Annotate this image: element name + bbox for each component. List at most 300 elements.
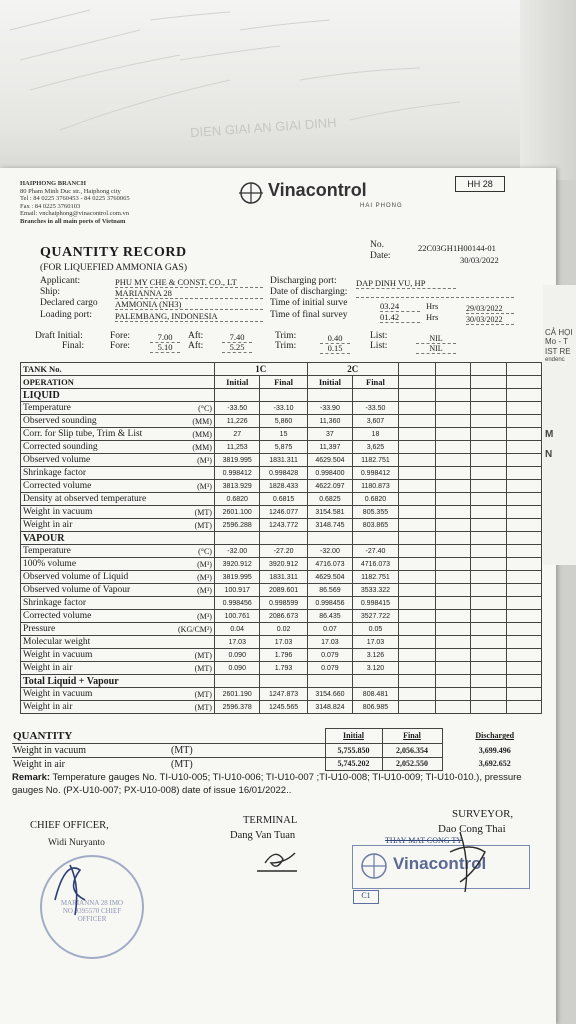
row-unit: (M³) [165, 610, 215, 623]
empty-cell [435, 649, 470, 662]
final-fore-value: 5.10 [150, 342, 180, 353]
quantity-initial-header: Initial [325, 729, 382, 744]
cell-value: 0.998456 [214, 597, 260, 610]
row-label: Corrected volume [21, 480, 165, 493]
tank-no-header: TANK No. [21, 363, 165, 376]
aft-label: Aft: [188, 331, 204, 341]
empty-cell [435, 402, 470, 415]
date-value: 30/03/2022 [460, 255, 499, 265]
vinacontrol-logo-text: Vinacontrol [268, 180, 367, 200]
cell-value: 2601.100 [214, 506, 260, 519]
empty-cell [398, 662, 435, 675]
empty-cell [214, 389, 260, 402]
bleed-through-text: DIEN GIAI AN GIAI DINH [189, 114, 337, 141]
cell-value: 17.03 [214, 636, 260, 649]
empty-cell [435, 610, 470, 623]
cell-value: 2601.190 [214, 688, 260, 701]
date-label: Date: [370, 251, 391, 261]
cell-value: 805.355 [353, 506, 399, 519]
cell-value: 0.998412 [214, 467, 260, 480]
cell-value: 3148.824 [307, 701, 353, 714]
cell-value: 3,607 [353, 415, 399, 428]
strip-text: N [545, 449, 553, 460]
cell-value: 17.03 [353, 636, 399, 649]
row-label: Weight in vacuum [21, 506, 165, 519]
cell-value: 0.998428 [260, 467, 307, 480]
empty-cell [471, 441, 506, 454]
cell-value: 1243.772 [260, 519, 307, 532]
cell-value: 808.481 [353, 688, 399, 701]
row-unit: (°C) [165, 402, 215, 415]
table-row [21, 610, 542, 623]
quantity-value: 5,745.202 [325, 757, 382, 771]
row-unit [165, 467, 215, 480]
empty-cell [435, 545, 470, 558]
cell-value: 4716.073 [353, 558, 399, 571]
draft-initial-label: Draft Initial: [35, 331, 83, 341]
row-label: Corr. for Slip tube, Trim & List [21, 428, 165, 441]
cell-value: 1247.873 [260, 688, 307, 701]
table-row [21, 519, 542, 532]
ship-value: MARIANNA 28 [115, 288, 263, 299]
empty-cell [398, 415, 435, 428]
final-header: Final [260, 376, 307, 389]
branch-name: HAIPHONG BRANCH [20, 180, 86, 187]
empty-cell [435, 623, 470, 636]
empty-cell [435, 454, 470, 467]
empty-cell [506, 688, 541, 701]
empty-cell [471, 389, 506, 402]
trim-label: Trim: [275, 331, 297, 341]
empty-cell [353, 389, 399, 402]
row-unit: (M³) [165, 558, 215, 571]
cell-value: 2596.378 [214, 701, 260, 714]
empty-cell [353, 532, 399, 545]
cell-value: 11,226 [214, 415, 260, 428]
empty-cell [398, 389, 435, 402]
table-row [21, 454, 542, 467]
page-curl [520, 0, 576, 180]
initial-fore-value: 7.00 [150, 332, 180, 343]
row-label: Shrinkage factor [21, 467, 165, 480]
cell-value: 3819.995 [214, 454, 260, 467]
table-row [21, 584, 542, 597]
cell-value: 11,360 [307, 415, 353, 428]
chief-officer-title: CHIEF OFFICER, [30, 820, 109, 831]
empty-cell [435, 558, 470, 571]
empty-cell [506, 597, 541, 610]
tel-line: Tel : 84 0225 3760453 - 84 0225 3760065 [20, 195, 130, 202]
initial-header: Initial [307, 376, 353, 389]
empty-cell [471, 454, 506, 467]
empty-cell [398, 623, 435, 636]
table-row [21, 571, 542, 584]
applicant-value: PHU MY CHE & CONST. CO., LT [115, 277, 263, 288]
row-unit [165, 493, 215, 506]
surveyor-name: Dao Cong Thai [438, 823, 506, 835]
tank-table [20, 362, 542, 714]
stamp-logo-text: Vinacontrol [393, 854, 487, 873]
table-row [21, 649, 542, 662]
cell-value: 5,860 [260, 415, 307, 428]
empty-cell [506, 467, 541, 480]
cell-value: 0.6815 [260, 493, 307, 506]
page-subtitle: (FOR LIQUEFIED AMMONIA GAS) [40, 263, 187, 273]
empty-cell [506, 402, 541, 415]
quantity-row-label: Weight in vacuum [12, 743, 170, 757]
cell-value: -33.50 [353, 402, 399, 415]
row-label: Corrected sounding [21, 441, 165, 454]
empty-cell [398, 688, 435, 701]
row-unit [165, 597, 215, 610]
row-unit: (KG/CM²) [165, 623, 215, 636]
cell-value: 15 [260, 428, 307, 441]
empty-cell [398, 402, 435, 415]
surveyor-title: SURVEYOR, [452, 808, 514, 820]
cell-value: 3533.322 [353, 584, 399, 597]
empty-cell [398, 701, 435, 714]
spacer [165, 389, 215, 402]
draft-final-label: Final: [62, 341, 85, 351]
quantity-row-unit: (MT) [170, 743, 325, 757]
cell-value: 3154.660 [307, 688, 353, 701]
initial-trim-value: 0.40 [320, 333, 350, 344]
cell-value: 1245.565 [260, 701, 307, 714]
page-title: QUANTITY RECORD [40, 245, 187, 260]
empty-cell [398, 467, 435, 480]
operation-header: OPERATION [21, 376, 165, 389]
row-label: Observed volume [21, 454, 165, 467]
empty-cell [435, 636, 470, 649]
empty-cell [398, 558, 435, 571]
cell-value: 3,625 [353, 441, 399, 454]
row-unit: (MM) [165, 441, 215, 454]
empty-cell [506, 571, 541, 584]
table-row [21, 623, 542, 636]
cell-value: 17.03 [260, 636, 307, 649]
empty-cell [307, 532, 353, 545]
cell-value: 3.120 [353, 662, 399, 675]
cell-value: 806.985 [353, 701, 399, 714]
final-survey-time: 01.42 [380, 312, 420, 323]
chief-officer-signature [40, 855, 110, 915]
cell-value: 1831.311 [260, 571, 307, 584]
email-line: Email: vnchaiphong@vinacontrol.com.vn [20, 210, 130, 217]
tank-1c-header: 1C [214, 363, 307, 376]
empty-cell [471, 428, 506, 441]
applicant-label: Applicant: [40, 276, 81, 286]
cell-value: 3813.929 [214, 480, 260, 493]
row-label: Temperature [21, 545, 165, 558]
tank-2c-header: 2C [307, 363, 398, 376]
empty-cell [471, 415, 506, 428]
empty-cell [398, 441, 435, 454]
table-row [21, 597, 542, 610]
cell-value: 0.079 [307, 649, 353, 662]
empty-cell [471, 480, 506, 493]
cell-value: 0.02 [260, 623, 307, 636]
table-row [21, 545, 542, 558]
strip-text: M [545, 429, 554, 440]
cargo-label: Declared cargo [40, 298, 98, 308]
fax-line: Fax : 84 0225 3760103 [20, 202, 81, 210]
adjacent-page-strip [543, 285, 576, 565]
row-unit: (M³) [165, 571, 215, 584]
ship-stamp-text: MARIANNA 28 IMO NO 9395570 CHIEF OFFICER [60, 899, 124, 923]
cell-value: 0.6820 [214, 493, 260, 506]
empty-cell [471, 610, 506, 623]
strip-text: IST RE [545, 347, 571, 356]
row-label: Weight in vacuum [21, 688, 165, 701]
table-row [21, 480, 542, 493]
row-label: Observed volume of Liquid [21, 571, 165, 584]
empty-cell [506, 519, 541, 532]
surveyor-stamp-text: THAY MAT CONG TY [385, 836, 463, 845]
cell-value: 0.090 [214, 649, 260, 662]
empty-cell [398, 571, 435, 584]
remark-label: Remark: [12, 772, 51, 783]
no-label: No. [370, 240, 384, 250]
cell-value: 3154.581 [307, 506, 353, 519]
row-unit: (MT) [165, 649, 215, 662]
empty-cell [435, 571, 470, 584]
cell-value: -32.00 [214, 545, 260, 558]
cell-value: 0.998400 [307, 467, 353, 480]
empty-cell [471, 597, 506, 610]
empty-cell [471, 675, 506, 688]
empty-cell [506, 545, 541, 558]
empty-cell [471, 402, 506, 415]
quantity-value: 5,755.850 [325, 743, 382, 757]
table-row [21, 506, 542, 519]
cell-value: -33.90 [307, 402, 353, 415]
cell-value: 1180.873 [353, 480, 399, 493]
empty-cell [471, 519, 506, 532]
cell-value: 5,875 [260, 441, 307, 454]
list-label: List: [370, 331, 388, 341]
cell-value: -27.40 [353, 545, 399, 558]
empty-cell [471, 623, 506, 636]
empty-cell [506, 389, 541, 402]
cell-value: 3920.912 [214, 558, 260, 571]
empty-cell [435, 467, 470, 480]
cell-value: 2089.601 [260, 584, 307, 597]
empty-cell [435, 584, 470, 597]
list-label: List: [370, 341, 388, 351]
empty-cell [435, 701, 470, 714]
row-unit [165, 636, 215, 649]
chief-officer-name: Widi Nuryanto [48, 838, 105, 848]
row-label: Pressure [21, 623, 165, 636]
empty-cell [471, 571, 506, 584]
empty-cell [471, 636, 506, 649]
cell-value: 1.796 [260, 649, 307, 662]
cell-value: 0.04 [214, 623, 260, 636]
loading-port-value: PALEMBANG, INDONESIA [115, 311, 263, 322]
row-unit: (M³) [165, 584, 215, 597]
empty-cell [398, 649, 435, 662]
row-unit: (MT) [165, 519, 215, 532]
date-of-discharging-line [356, 297, 514, 298]
final-survey-date: 30/03/2022 [466, 315, 514, 325]
cell-value: 0.07 [307, 623, 353, 636]
table-row [21, 662, 542, 675]
empty-cell [398, 584, 435, 597]
row-label: Shrinkage factor [21, 597, 165, 610]
table-row [21, 402, 542, 415]
empty-cell [214, 675, 260, 688]
row-unit: (M³) [165, 454, 215, 467]
empty-cell [435, 519, 470, 532]
empty-cell [471, 493, 506, 506]
quantity-value: 3,699.496 [478, 745, 511, 755]
cell-value: 1.793 [260, 662, 307, 675]
empty-cell [471, 584, 506, 597]
empty-cell [353, 675, 399, 688]
cell-value: 1246.077 [260, 506, 307, 519]
cell-value: 0.998599 [260, 597, 307, 610]
empty-cell [506, 662, 541, 675]
table-row [21, 701, 542, 714]
row-label: Weight in air [21, 662, 165, 675]
cell-value: -27.20 [260, 545, 307, 558]
terminal-name: Dang Van Tuan [230, 830, 296, 841]
empty-cell [398, 519, 435, 532]
empty-cell [471, 532, 506, 545]
empty-cell [435, 441, 470, 454]
empty-cell [398, 675, 435, 688]
table-row [21, 415, 542, 428]
cell-value: 3819.995 [214, 571, 260, 584]
empty-cell [435, 688, 470, 701]
vinacontrol-logo-icon [236, 181, 266, 205]
initial-header: Initial [214, 376, 260, 389]
cell-value: 37 [307, 428, 353, 441]
quantity-final-header: Final [382, 729, 442, 744]
cell-value: 0.6825 [307, 493, 353, 506]
empty-cell [506, 675, 541, 688]
ship-label: Ship: [40, 287, 61, 297]
initial-survey-unit: Hrs [426, 301, 439, 311]
surveyor-signature [440, 812, 500, 912]
empty-cell [506, 415, 541, 428]
terminal-signature [255, 845, 305, 875]
empty-cell [506, 636, 541, 649]
cell-value: 86.435 [307, 610, 353, 623]
empty-cell [506, 610, 541, 623]
quantity-table [12, 728, 547, 771]
cell-value: -33.10 [260, 402, 307, 415]
form-code: HH 28 [455, 176, 505, 192]
cell-value: 0.079 [307, 662, 353, 675]
table-row [21, 441, 542, 454]
cell-value: 100.761 [214, 610, 260, 623]
strip-text: CẢ HỌI [545, 328, 573, 337]
cell-value: 0.05 [353, 623, 399, 636]
cell-value: 86.569 [307, 584, 353, 597]
cell-value: -33.50 [214, 402, 260, 415]
quantity-row-label: Weight in air [13, 758, 65, 770]
row-label: Molecular weight [21, 636, 165, 649]
no-value: 22C03GH1H00144-01 [418, 243, 496, 253]
cell-value: 27 [214, 428, 260, 441]
empty-cell [506, 649, 541, 662]
empty-cell [506, 532, 541, 545]
empty-cell [398, 545, 435, 558]
cell-value: 11,253 [214, 441, 260, 454]
branches-line: Branches in all main ports of Vietnam [20, 217, 126, 225]
empty-cell [471, 467, 506, 480]
empty-cell [435, 493, 470, 506]
initial-survey-date: 29/03/2022 [466, 304, 514, 314]
empty-cell [471, 558, 506, 571]
spacer [165, 532, 215, 545]
row-unit: (MT) [165, 701, 215, 714]
empty-cell [506, 480, 541, 493]
cell-value: 2086.673 [260, 610, 307, 623]
cargo-value: AMMONIA (NH3) [115, 299, 263, 310]
empty-cell [506, 493, 541, 506]
cell-value: 0.998415 [353, 597, 399, 610]
final-trim-value: 0.15 [320, 343, 350, 354]
empty-cell [260, 389, 307, 402]
empty-cell [506, 428, 541, 441]
row-unit: (MM) [165, 415, 215, 428]
empty-cell [435, 480, 470, 493]
table-row [21, 558, 542, 571]
cell-value: 4629.504 [307, 571, 353, 584]
empty-cell [398, 506, 435, 519]
empty-cell [471, 545, 506, 558]
office-address [20, 180, 130, 225]
cell-value: 100.917 [214, 584, 260, 597]
remark-text: Temperature gauges No. TI-U10-005; TI-U10-006; TI-U10-007 ;TI-U10-008; TI-U10-009; TI-U10-010.), pressure gauges No. (PX-U10-007; PX-U10-008) date of issue 16/01/2022.. [12, 772, 522, 796]
cell-value: 0.998412 [353, 467, 399, 480]
aft-label: Aft: [188, 341, 204, 351]
stamp-code: C1 [353, 890, 379, 904]
cell-value: 3148.745 [307, 519, 353, 532]
vapour-header: VAPOUR [21, 532, 165, 545]
row-unit: (M³) [165, 480, 215, 493]
remark [12, 771, 547, 797]
empty-cell [471, 701, 506, 714]
spacer [165, 675, 215, 688]
loading-port-label: Loading port: [40, 310, 92, 320]
cell-value: 18 [353, 428, 399, 441]
cell-value: 0.090 [214, 662, 260, 675]
cell-value: 4716.073 [307, 558, 353, 571]
row-unit: (MM) [165, 428, 215, 441]
empty-cell [435, 532, 470, 545]
empty-cell [506, 584, 541, 597]
row-label: Density at observed temperature [21, 493, 165, 506]
cell-value: -32.00 [307, 545, 353, 558]
row-label: Temperature [21, 402, 165, 415]
cell-value: 3920.912 [260, 558, 307, 571]
empty-cell [435, 662, 470, 675]
address-line: 80 Pham Minh Duc str., Haiphong city [20, 187, 121, 195]
empty-cell [435, 597, 470, 610]
date-of-discharging-label: Date of discharging: [270, 287, 348, 297]
empty-cell [398, 480, 435, 493]
strip-text: endenc [545, 357, 565, 363]
cell-value: 1182.751 [353, 454, 399, 467]
empty-cell [260, 532, 307, 545]
row-label: Observed sounding [21, 415, 165, 428]
initial-survey-time: 03.24 [380, 301, 420, 312]
row-unit: (°C) [165, 545, 215, 558]
logo-subtitle: HAI PHONG [360, 203, 403, 209]
